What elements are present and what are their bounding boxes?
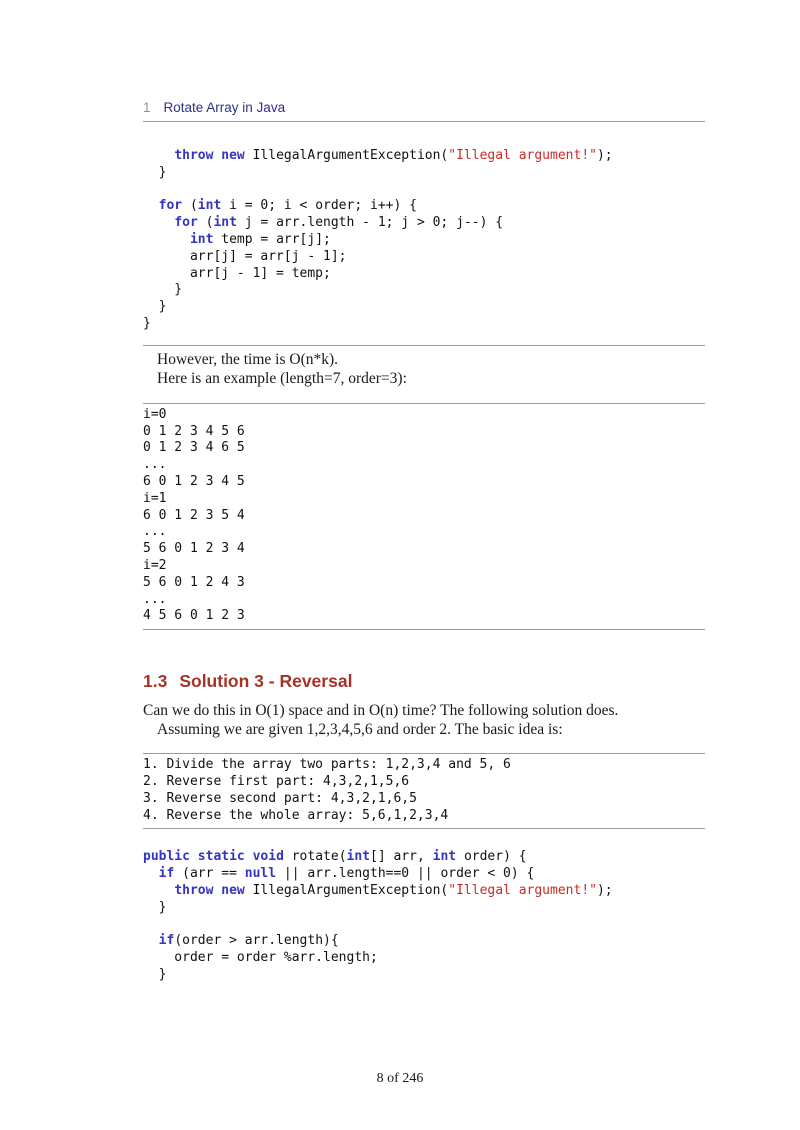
code-line: } [143, 966, 167, 982]
chapter-header [143, 100, 705, 122]
code-line: 6 0 1 2 3 5 4 [143, 507, 245, 523]
code-line: } [143, 315, 151, 331]
code-line: 6 0 1 2 3 4 5 [143, 473, 245, 489]
code-line: int temp = arr[j]; [189, 231, 331, 247]
code-line: public static void rotate(int[] arr, int order) { [143, 849, 527, 865]
code-line: 1. Divide the array two parts: 1,2,3,4 and 5, 6 [143, 757, 511, 773]
divider-rule [143, 828, 705, 829]
code-line: 0 1 2 3 4 5 6 [143, 423, 245, 439]
code-line: i=0 [143, 406, 167, 422]
code-line: } [143, 299, 167, 315]
code-line: if (arr == null || arr.length==0 || order < 0) { [158, 866, 535, 882]
code-line: 5 6 0 1 2 3 4 [143, 541, 245, 557]
divider-rule [143, 629, 705, 630]
code-line: ... [143, 524, 167, 540]
reversal-steps-block [143, 754, 705, 828]
paragraph-time-complexity: However, the time is O(n*k). [157, 350, 339, 368]
code-line: i=1 [143, 490, 167, 506]
code-line: if(order > arr.length){ [158, 933, 339, 949]
code-line: 4. Reverse the whole array: 5,6,1,2,3,4 [143, 807, 449, 823]
code-line: 0 1 2 3 4 6 5 [143, 440, 245, 456]
page-content [143, 0, 705, 984]
code-line [143, 917, 705, 934]
code-line: 2. Reverse first part: 4,3,2,1,5,6 [143, 773, 410, 789]
code-line: arr[j] = arr[j - 1]; [143, 248, 347, 264]
divider-rule [143, 345, 705, 346]
code-line: order = order %arr.length; [143, 950, 378, 966]
section-number: 1.3 [143, 671, 168, 692]
paragraph-solution-intro: Can we do this in O(1) space and in O(n) time? The following solution does. [143, 702, 619, 720]
java-code-block-shift-loop [143, 148, 705, 333]
section-heading [143, 671, 705, 691]
section-title: Solution 3 - Reversal [179, 671, 353, 692]
code-line: throw new IllegalArgumentException("Illegal argument!"); [174, 882, 613, 898]
code-line: 5 6 0 1 2 4 3 [143, 574, 245, 590]
code-line: 3. Reverse second part: 4,3,2,1,6,5 [143, 790, 417, 806]
code-line: for (int j = arr.length - 1; j > 0; j--) { [174, 215, 504, 231]
code-line: arr[j - 1] = temp; [143, 265, 331, 281]
code-line: for (int i = 0; i < order; i++) { [158, 198, 417, 214]
code-line: throw new IllegalArgumentException("Illegal argument!"); [174, 148, 613, 163]
chapter-number: 1 [143, 100, 151, 115]
code-line: 4 5 6 0 1 2 3 [143, 608, 245, 624]
chapter-title: Rotate Array in Java [163, 100, 286, 115]
code-line [143, 182, 705, 199]
java-code-block-rotate-reversal [143, 849, 705, 983]
paragraph-example-intro: Here is an example (length=7, order=3): [157, 369, 407, 387]
code-line: ... [143, 457, 167, 473]
code-line: ... [143, 591, 167, 607]
code-line: } [143, 899, 167, 915]
code-line: } [143, 282, 183, 298]
rotation-trace-block [143, 404, 705, 629]
code-line: } [143, 164, 167, 180]
code-line: i=2 [143, 557, 167, 573]
paragraph-basic-idea: Assuming we are given 1,2,3,4,5,6 and order 2. The basic idea is: [157, 721, 563, 739]
page-number: 8 of 246 [376, 1071, 424, 1086]
